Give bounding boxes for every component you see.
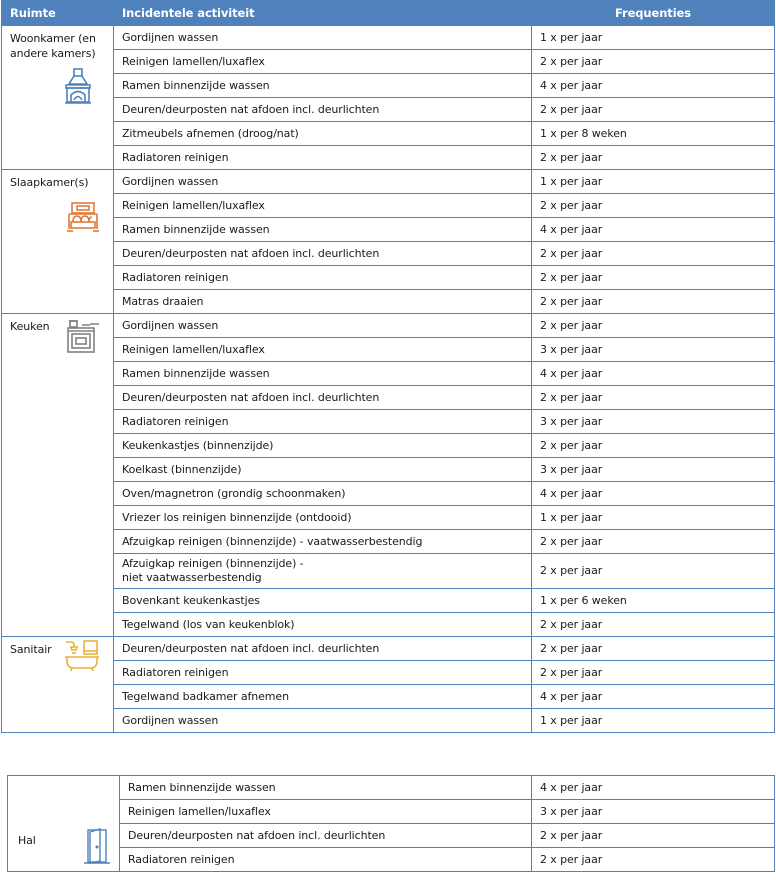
room-name-line2: andere kamers): [10, 47, 96, 60]
frequency-cell: 1 x per 6 weken: [532, 589, 775, 613]
table-row: [2, 26, 775, 50]
table-row: [2, 386, 775, 410]
activity-cell: Bovenkant keukenkastjes: [114, 589, 532, 613]
table-row: [2, 530, 775, 554]
activity-cell: Deuren/deurposten nat afdoen incl. deurlichten: [120, 824, 532, 848]
activity-cell: Gordijnen wassen: [114, 26, 532, 50]
frequency-cell: 1 x per jaar: [532, 26, 775, 50]
activity-cell: Koelkast (binnenzijde): [114, 458, 532, 482]
table-row: [2, 50, 775, 74]
activity-line2: niet vaatwasserbestendig: [122, 571, 262, 584]
activity-cell: Gordijnen wassen: [114, 709, 532, 733]
header-frequency: Frequenties: [532, 1, 775, 26]
table-row: [2, 194, 775, 218]
frequency-cell: 4 x per jaar: [532, 74, 775, 98]
table-row: [2, 613, 775, 637]
table-row: [2, 637, 775, 661]
table-row: [2, 314, 775, 338]
room-cell-slaapkamer: [2, 170, 114, 314]
activity-cell: Radiatoren reinigen: [114, 266, 532, 290]
table-row: [2, 506, 775, 530]
activity-cell: Afzuigkap reinigen (binnenzijde) - vaatwasserbestendig: [114, 530, 532, 554]
activity-cell: Ramen binnenzijde wassen: [120, 776, 532, 800]
table-row: [2, 434, 775, 458]
frequency-cell: 2 x per jaar: [532, 530, 775, 554]
frequency-cell: 2 x per jaar: [532, 194, 775, 218]
table-row: [2, 266, 775, 290]
activity-cell: Vriezer los reinigen binnenzijde (ontdooid): [114, 506, 532, 530]
frequency-cell: 1 x per jaar: [532, 506, 775, 530]
activity-cell: Zitmeubels afnemen (droog/nat): [114, 122, 532, 146]
table-row: [2, 242, 775, 266]
frequency-cell: 1 x per 8 weken: [532, 122, 775, 146]
table-row: [2, 170, 775, 194]
header-activity: Incidentele activiteit: [114, 1, 532, 26]
table-row: [2, 74, 775, 98]
table-row: [8, 848, 775, 872]
table-row: [2, 362, 775, 386]
frequency-cell: 4 x per jaar: [532, 482, 775, 506]
room-cell-woonkamer: [2, 26, 114, 170]
hal-schedule-table: [7, 775, 775, 872]
frequency-cell: 2 x per jaar: [532, 98, 775, 122]
table-row: [2, 98, 775, 122]
activity-cell: Deuren/deurposten nat afdoen incl. deurlichten: [114, 386, 532, 410]
table-row: [2, 146, 775, 170]
frequency-cell: 2 x per jaar: [532, 146, 775, 170]
activity-cell: Reinigen lamellen/luxaflex: [114, 50, 532, 74]
activity-cell: Ramen binnenzijde wassen: [114, 74, 532, 98]
table-row: [8, 824, 775, 848]
stove-icon: [67, 319, 101, 357]
activity-cell: Radiatoren reinigen: [120, 848, 532, 872]
table-row: [8, 776, 775, 800]
activity-cell: Deuren/deurposten nat afdoen incl. deurlichten: [114, 242, 532, 266]
activity-cell: Tegelwand badkamer afnemen: [114, 685, 532, 709]
frequency-cell: 2 x per jaar: [532, 290, 775, 314]
door-icon: [84, 828, 110, 868]
table-row: [8, 800, 775, 824]
frequency-cell: 3 x per jaar: [532, 800, 775, 824]
activity-cell: [114, 554, 532, 589]
room-cell-sanitair: [2, 637, 114, 733]
frequency-cell: 2 x per jaar: [532, 554, 775, 589]
room-name: Hal: [18, 834, 36, 847]
cleaning-schedule-table: [1, 0, 775, 733]
bed-icon: [66, 202, 100, 236]
activity-cell: Oven/magnetron (grondig schoonmaken): [114, 482, 532, 506]
table-row: [2, 458, 775, 482]
activity-cell: Ramen binnenzijde wassen: [114, 218, 532, 242]
table-row: [2, 218, 775, 242]
activity-cell: Reinigen lamellen/luxaflex: [120, 800, 532, 824]
frequency-cell: 2 x per jaar: [532, 613, 775, 637]
fireplace-icon: [64, 68, 92, 108]
activity-cell: Deuren/deurposten nat afdoen incl. deurlichten: [114, 637, 532, 661]
table-row: [2, 482, 775, 506]
activity-cell: Radiatoren reinigen: [114, 146, 532, 170]
activity-cell: Radiatoren reinigen: [114, 410, 532, 434]
bathtub-icon: [64, 640, 100, 676]
activity-cell: Ramen binnenzijde wassen: [114, 362, 532, 386]
frequency-cell: 2 x per jaar: [532, 386, 775, 410]
room-name: Sanitair: [10, 643, 52, 656]
frequency-cell: 2 x per jaar: [532, 824, 775, 848]
activity-cell: Matras draaien: [114, 290, 532, 314]
frequency-cell: 2 x per jaar: [532, 50, 775, 74]
frequency-cell: 2 x per jaar: [532, 637, 775, 661]
table-row: [2, 709, 775, 733]
header-room: Ruimte: [2, 1, 114, 26]
room-cell-keuken: [2, 314, 114, 637]
frequency-cell: 2 x per jaar: [532, 242, 775, 266]
table-row: [2, 685, 775, 709]
room-cell-hal: [8, 776, 120, 872]
activity-line1: Afzuigkap reinigen (binnenzijde) -: [122, 557, 304, 570]
frequency-cell: 2 x per jaar: [532, 661, 775, 685]
table-row: [2, 589, 775, 613]
frequency-cell: 2 x per jaar: [532, 266, 775, 290]
activity-cell: Gordijnen wassen: [114, 170, 532, 194]
frequency-cell: 4 x per jaar: [532, 685, 775, 709]
frequency-cell: 2 x per jaar: [532, 314, 775, 338]
activity-cell: Reinigen lamellen/luxaflex: [114, 338, 532, 362]
frequency-cell: 3 x per jaar: [532, 458, 775, 482]
room-name: Woonkamer (en: [10, 32, 96, 45]
activity-cell: Keukenkastjes (binnenzijde): [114, 434, 532, 458]
frequency-cell: 3 x per jaar: [532, 410, 775, 434]
frequency-cell: 3 x per jaar: [532, 338, 775, 362]
frequency-cell: 4 x per jaar: [532, 218, 775, 242]
frequency-cell: 4 x per jaar: [532, 776, 775, 800]
frequency-cell: 2 x per jaar: [532, 848, 775, 872]
table-row: [2, 338, 775, 362]
activity-cell: Gordijnen wassen: [114, 314, 532, 338]
table-row: [2, 122, 775, 146]
frequency-cell: 2 x per jaar: [532, 434, 775, 458]
activity-cell: Deuren/deurposten nat afdoen incl. deurlichten: [114, 98, 532, 122]
room-name: Slaapkamer(s): [10, 176, 89, 189]
activity-cell: Reinigen lamellen/luxaflex: [114, 194, 532, 218]
frequency-cell: 1 x per jaar: [532, 709, 775, 733]
frequency-cell: 4 x per jaar: [532, 362, 775, 386]
table-row: [2, 290, 775, 314]
table-row: [2, 554, 775, 589]
table-row: [2, 661, 775, 685]
activity-cell: Tegelwand (los van keukenblok): [114, 613, 532, 637]
room-name: Keuken: [10, 320, 50, 333]
frequency-cell: 1 x per jaar: [532, 170, 775, 194]
table-row: [2, 410, 775, 434]
activity-cell: Radiatoren reinigen: [114, 661, 532, 685]
table-header-row: [2, 1, 775, 26]
